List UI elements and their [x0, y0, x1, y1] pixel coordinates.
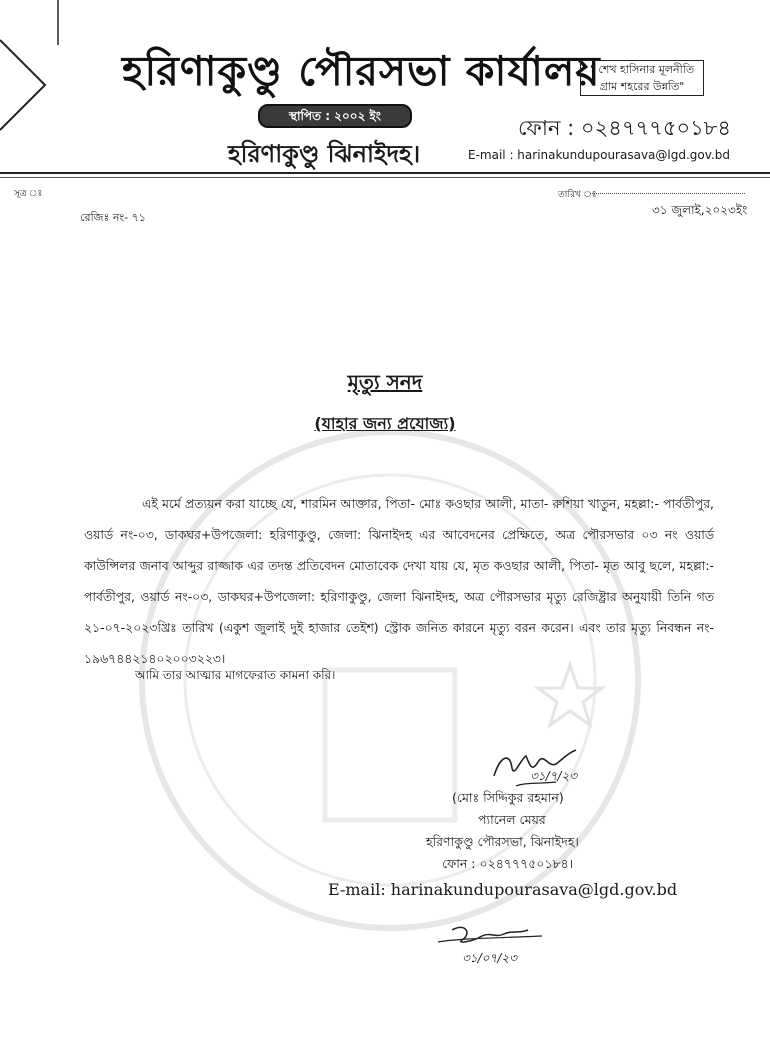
office-title: হরিণাকুণ্ডু পৌরসভা কার্যালয়: [122, 47, 601, 95]
date-value: ৩১ জুলাই,২০২৩ইং: [652, 203, 748, 217]
registration-number: রেজিঃ নং- ৭১: [80, 211, 146, 224]
date-dotted-line: [590, 193, 745, 194]
signatory-office: হরিণাকুণ্ডু পৌরসভা, ঝিনাইদহ।: [426, 834, 579, 849]
established-badge: স্থাপিত : ২০০২ ইং: [258, 104, 412, 128]
signatory-name: (মোঃ সিদ্দিকুর রহমান): [452, 790, 564, 805]
signatory-phone: ফোন : ০২৪৭৭৭৫০১৮৪।: [442, 856, 574, 871]
certificate-subtitle: [0, 411, 770, 438]
slogan-line-1: " শেখ হাসিনার মূলনীতি: [589, 63, 695, 76]
signatory-role: প্যানেল মেয়র: [478, 812, 546, 827]
header-divider: [0, 172, 770, 174]
header-location: হরিণাকুণ্ডু ঝিনাইদহ।: [228, 140, 421, 168]
reference-label: সূত্র ঃ: [14, 189, 43, 199]
certificate-subtitle-text: (যাহার জন্য প্রযোজ্য): [314, 414, 456, 433]
slogan-line-2: গ্রাম শহরের উন্নতি": [599, 80, 685, 93]
signatory-email: E-mail: harinakundupourasava@lgd.gov.bd: [328, 880, 678, 899]
header-phone: ফোন : ০২৪৭৭৭৫০১৮৪: [518, 116, 731, 140]
handwritten-date-1: ৩১/৭/২৩: [530, 769, 578, 783]
corner-ornament: [0, 0, 70, 150]
header-email: E-mail : harinakundupourasava@lgd.gov.bd: [468, 148, 730, 162]
closing-line: আমি তার আত্মার মাগফেরাত কামনা করি।: [135, 668, 336, 682]
header-divider-thin: [0, 177, 770, 178]
slogan-box: [580, 60, 704, 96]
date-label: তারিখ ঃ: [558, 190, 597, 200]
handwritten-date-2: ৩১/০৭/২৩: [462, 951, 517, 965]
certificate-title: [0, 368, 770, 401]
certificate-body: এই মর্মে প্রত্যয়ন করা যাচ্ছে যে, শারমিন আক্তার, পিতা- মোঃ কওছার আলী, মাতা- রুশিয়া খাতুন, মহল্লা:- পার্বতীপুর, ওয়ার্ড নং-০৩, ডাকঘর+উপজেলা: হরিণাকুণ্ডু, জেলা: ঝিনাইদহ এর আবেদনের প্রেক্ষিতে, অত্র পৌরসভার ০৩ নং ওয়ার্ড কাউন্সিলর জনাব আব্দুর রাজ্জাক এর তদন্ত প্রতিবেদন মোতাবেক দেখা যায় যে, মৃত কওছার আলী, পিতা- মৃত আবু ছলে, মহল্লা:- পার্বতীপুর, ওয়ার্ড নং-০৩, ডাকঘর+উপজেলা: হরিণাকুণ্ডু, জেলা ঝিনাইদহ, অত্র পৌরসভার মৃত্যু রেজিষ্ট্রার অনুযায়ী তিনি গত ২১-০৭-২০২৩খ্রিঃ তারিখ (একুশ জুলাই দুই হাজার তেইশ) স্ট্রোক জনিত কারনে মৃত্যু বরন করেন। এবং তার মৃত্যু নিবন্ধন নং- ১৯৬৭৪৪২১৪০২০০৩২২৩।: [84, 496, 714, 666]
certificate-title-text: মৃত্যু সনদ: [347, 370, 423, 394]
